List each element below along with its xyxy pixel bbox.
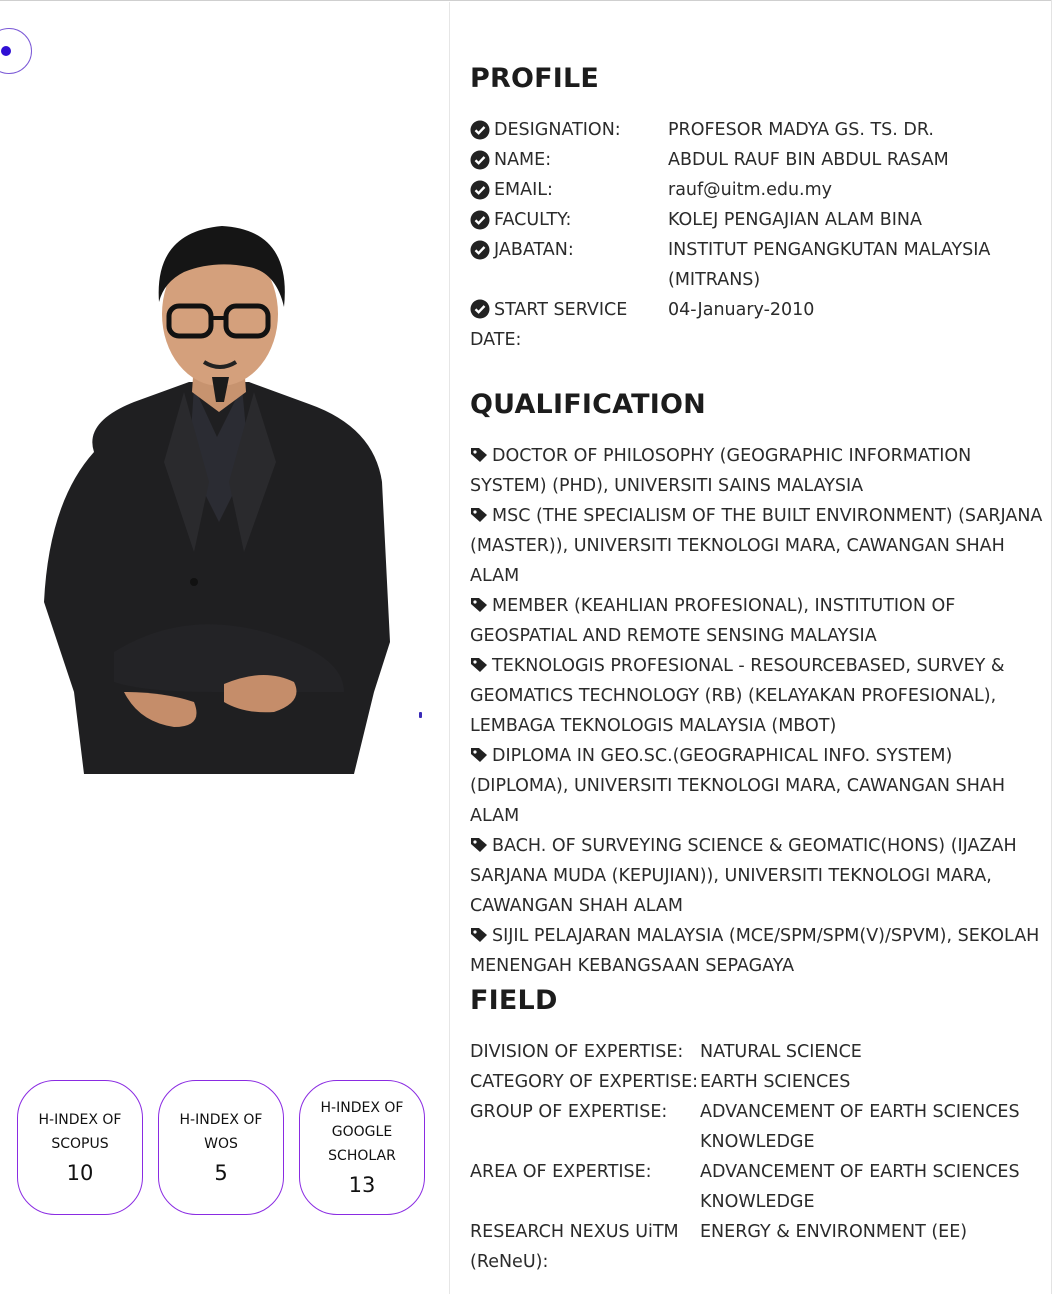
profile-value: ABDUL RAUF BIN ABDUL RASAM (668, 150, 949, 170)
list-item: BACH. OF SURVEYING SCIENCE & GEOMATIC(HONS) (IJAZAH SARJANA MUDA (KEPUJIAN)), UNIVERSITI TEKNOLOGI MARA, CAWANGAN SHAH ALAM (470, 836, 1017, 916)
field-value: EARTH SCIENCES (700, 1072, 851, 1092)
field-key: CATEGORY OF EXPERTISE: (470, 1072, 699, 1092)
field-heading: FIELD (470, 985, 558, 1016)
carousel-dot-button[interactable] (0, 28, 32, 74)
field-key: DIVISION OF EXPERTISE: (470, 1042, 684, 1062)
field-value: ADVANCEMENT OF EARTH SCIENCES KNOWLEDGE (700, 1162, 1020, 1212)
check-circle-icon (470, 210, 490, 230)
field-value: ADVANCEMENT OF EARTH SCIENCES KNOWLEDGE (700, 1102, 1020, 1152)
hindex-google-scholar-label: H-INDEX OF GOOGLE SCHOLAR (320, 1099, 404, 1164)
hindex-scopus-label: H-INDEX OF SCOPUS (38, 1111, 122, 1152)
left-column (0, 0, 449, 1294)
profile-value: KOLEJ PENGAJIAN ALAM BINA (668, 210, 922, 230)
tag-icon (470, 597, 488, 613)
tag-icon (470, 747, 488, 763)
field-value: ENERGY & ENVIRONMENT (EE) (700, 1222, 968, 1242)
hindex-wos-value: 5 (214, 1160, 228, 1185)
profile-value: INSTITUT PENGANGKUTAN MALAYSIA (MITRANS) (668, 240, 991, 290)
check-circle-icon (470, 150, 490, 170)
qualification-list (470, 441, 1048, 981)
hindex-scopus-card (17, 1080, 143, 1215)
qualification-heading: QUALIFICATION (470, 389, 706, 420)
tag-icon (470, 927, 488, 943)
decorative-mark (419, 712, 422, 718)
profile-key: NAME: (494, 150, 552, 170)
dot-icon (1, 46, 11, 56)
check-circle-icon (470, 120, 490, 140)
hindex-google-scholar-card (299, 1080, 425, 1215)
check-circle-icon (470, 240, 490, 260)
list-item: SIJIL PELAJARAN MALAYSIA (MCE/SPM/SPM(V)/SPVM), SEKOLAH MENENGAH KEBANGSAAN SEPAGAYA (470, 926, 1040, 976)
profile-key: START SERVICE DATE: (470, 300, 628, 350)
profile-heading: PROFILE (470, 63, 600, 94)
column-divider (449, 2, 450, 1294)
tag-icon (470, 447, 488, 463)
tag-icon (470, 507, 488, 523)
field-value: NATURAL SCIENCE (700, 1042, 862, 1062)
list-item: MSC (THE SPECIALISM OF THE BUILT ENVIRONMENT) (SARJANA (MASTER)), UNIVERSITI TEKNOLOGI MARA, CAWANGAN SHAH ALAM (470, 506, 1043, 586)
profile-key: JABATAN: (494, 240, 574, 260)
check-circle-icon (470, 299, 490, 319)
profile-value: 04-January-2010 (668, 300, 815, 320)
tag-icon (470, 837, 488, 853)
hindex-wos-label: H-INDEX OF WOS (179, 1111, 263, 1152)
hindex-wos-card (158, 1080, 284, 1215)
profile-value: PROFESOR MADYA GS. TS. DR. (668, 120, 934, 140)
check-circle-icon (470, 180, 490, 200)
list-item: TEKNOLOGIS PROFESIONAL - RESOURCEBASED, SURVEY & GEOMATICS TECHNOLOGY (RB) (KELAYAKAN PROFESIONAL), LEMBAGA TEKNOLOGIS MALAYSIA (MBOT) (470, 656, 1005, 736)
profile-photo (44, 222, 390, 774)
profile-key: DESIGNATION: (494, 120, 621, 140)
field-key: RESEARCH NEXUS UiTM (ReNeU): (470, 1222, 679, 1272)
profile-key: FACULTY: (494, 210, 572, 230)
field-key: AREA OF EXPERTISE: (470, 1162, 652, 1182)
list-item: DIPLOMA IN GEO.SC.(GEOGRAPHICAL INFO. SYSTEM) (DIPLOMA), UNIVERSITI TEKNOLOGI MARA, CAWANGAN SHAH ALAM (470, 746, 1005, 826)
field-key: GROUP OF EXPERTISE: (470, 1102, 668, 1122)
hindex-google-scholar-value: 13 (348, 1172, 376, 1197)
hindex-scopus-value: 10 (66, 1160, 94, 1185)
profile-key: EMAIL: (494, 180, 553, 200)
list-item: MEMBER (KEAHLIAN PROFESIONAL), INSTITUTION OF GEOSPATIAL AND REMOTE SENSING MALAYSIA (470, 596, 956, 646)
email-link[interactable]: rauf@uitm.edu.my (668, 180, 833, 200)
tag-icon (470, 657, 488, 673)
list-item: DOCTOR OF PHILOSOPHY (GEOGRAPHIC INFORMATION SYSTEM) (PHD), UNIVERSITI SAINS MALAYSIA (470, 446, 972, 496)
